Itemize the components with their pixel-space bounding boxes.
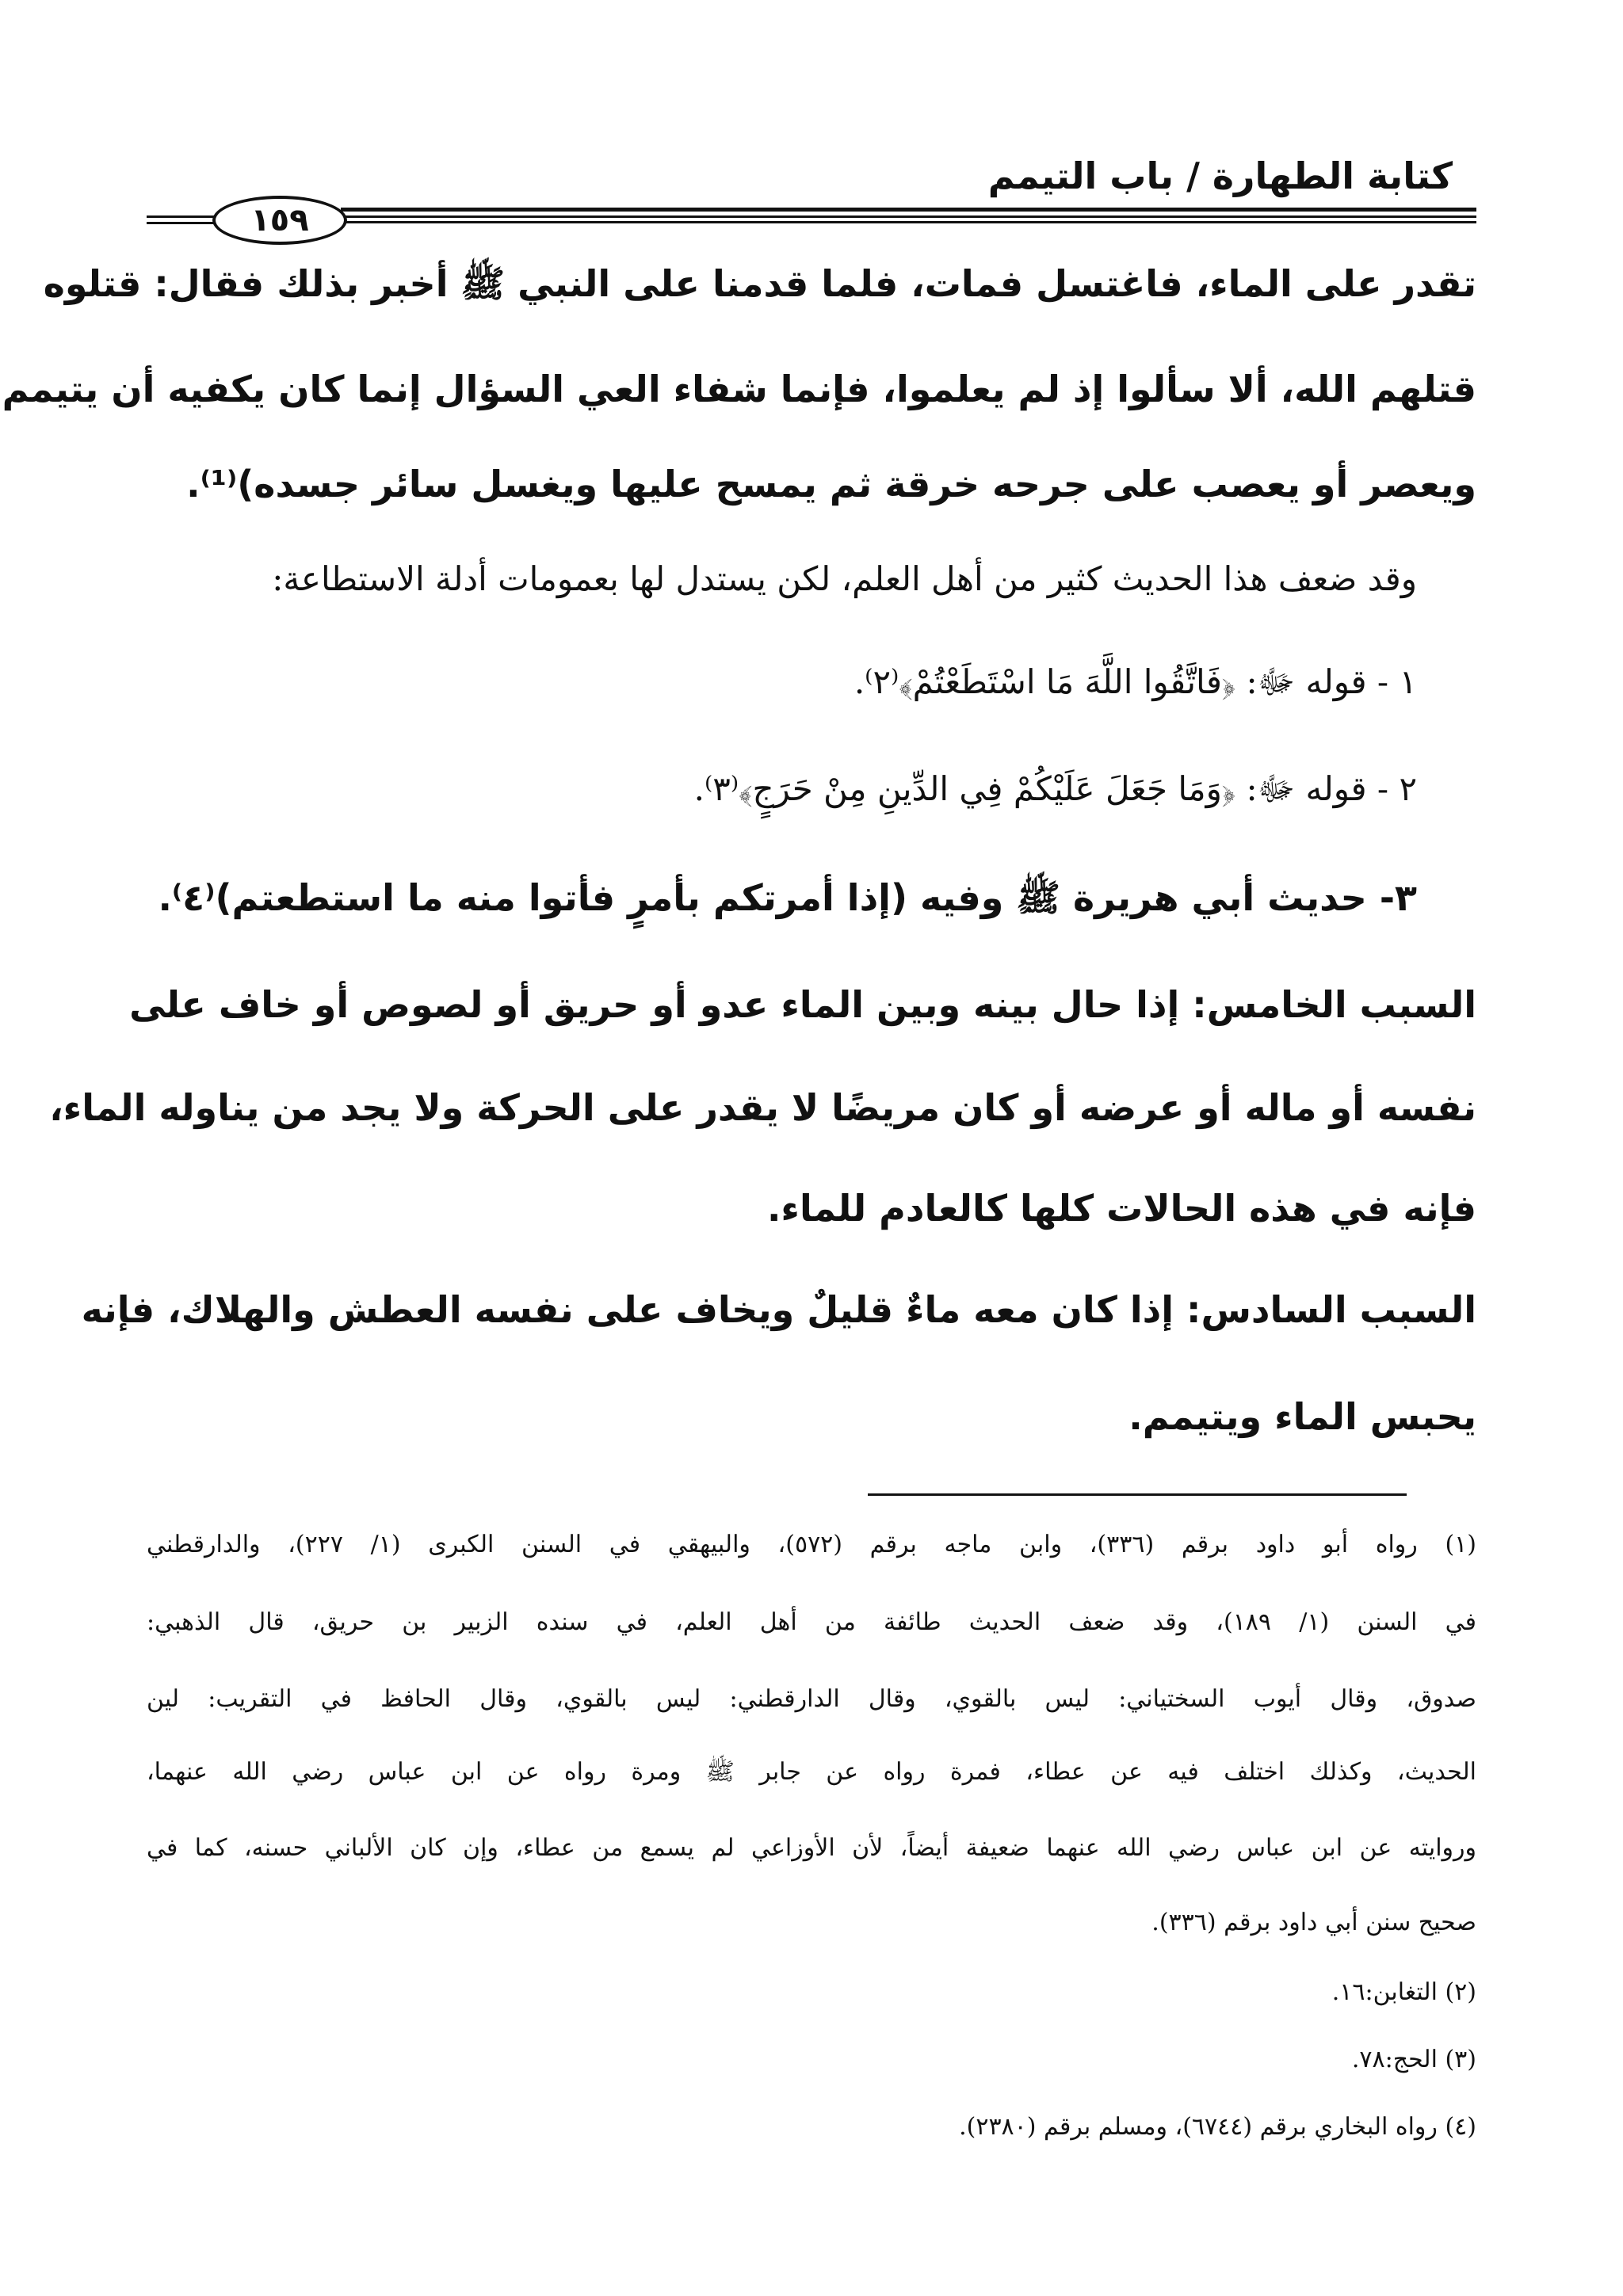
body-line: يحبس الماء ويتيمم. [1128, 1395, 1476, 1438]
footnote-line: (١) رواه أبو داود برقم (٣٣٦)، وابن ماجه برقم (٥٧٢)، والبيهقي في السنن الكبرى (١/ ٢٢٧)، والدارقطني [147, 1531, 1476, 1558]
footnote-line: (٣) الحج:٧٨. [1351, 2046, 1476, 2073]
body-line: ١ - قوله ﷻ: ﴿فَاتَّقُوا اللَّهَ مَا اسْتَطَعْتُمْ﴾⁽٢⁾. [854, 662, 1417, 701]
chapter-title: كتابة الطهارة / باب التيمم [987, 154, 1453, 197]
body-line: وقد ضعف هذا الحديث كثير من أهل العلم، لكن يستدل لها بعمومات أدلة الاستطاعة: [272, 559, 1417, 598]
footnote-line: (٤) رواه البخاري برقم (٦٧٤٤)، ومسلم برقم (٢٣٨٠). [959, 2113, 1476, 2141]
body-line: قتلهم الله، ألا سألوا إذ لم يعلموا، فإنما شفاء العي السؤال إنما كان يكفيه أن يتيمم [2, 368, 1476, 410]
body-line: ٣- حديث أبي هريرة ﷺ وفيه (إذا أمرتكم بأمرٍ فأتوا منه ما استطعتم)⁽٤⁾. [158, 876, 1417, 919]
footnote-line: وروايته عن ابن عباس رضي الله عنهما ضعيفة أيضاً، لأن الأوزاعي لم يسمع من عطاء، وإن كان الألباني حسنه، كما في [147, 1834, 1476, 1862]
body-line: تقدر على الماء، فاغتسل فمات، فلما قدمنا على النبي ﷺ أخبر بذلك فقال: قتلوه [43, 262, 1476, 305]
body-line: ٢ - قوله ﷻ: ﴿وَمَا جَعَلَ عَلَيْكُمْ فِي الدِّينِ مِنْ حَرَجٍ﴾⁽٣⁾. [693, 769, 1417, 808]
footnote-divider [868, 1493, 1407, 1496]
body-line: ويعصر أو يعصب على جرحه خرقة ثم يمسح عليها ويغسل سائر جسده)⁽¹⁾. [186, 463, 1476, 505]
footnote-line: صدوق، وقال أيوب السختياني: ليس بالقوي، وقال الدارقطني: ليس بالقوي، وقال الحافظ في التقريب: لين [147, 1685, 1476, 1713]
footnote-line: صحيح سنن أبي داود برقم (٣٣٦). [1151, 1909, 1476, 1936]
footnote-line: الحديث، وكذلك اختلف فيه عن عطاء، فمرة رواه عن جابر ﷺ ومرة رواه عن ابن عباس رضي الله عنهما، [147, 1758, 1476, 1786]
body-line: نفسه أو ماله أو عرضه أو كان مريضًا لا يقدر على الحركة ولا يجد من يناوله الماء، [49, 1086, 1476, 1129]
body-line: فإنه في هذه الحالات كلها كالعادم للماء. [766, 1187, 1476, 1230]
footnote-line: في السنن (١/ ١٨٩)، وقد ضعف الحديث طائفة من أهل العلم، في سنده الزبير بن حريق، قال الذهبي: [147, 1608, 1476, 1636]
footnote-line: (٢) التغابن:١٦. [1331, 1978, 1476, 2006]
page-number: ١٥٩ [212, 196, 347, 245]
body-line: السبب السادس: إذا كان معه ماءٌ قليلٌ ويخاف على نفسه العطش والهلاك، فإنه [81, 1288, 1476, 1331]
body-line: السبب الخامس: إذا حال بينه وبين الماء عدو أو حريق أو لصوص أو خاف على [129, 983, 1476, 1026]
